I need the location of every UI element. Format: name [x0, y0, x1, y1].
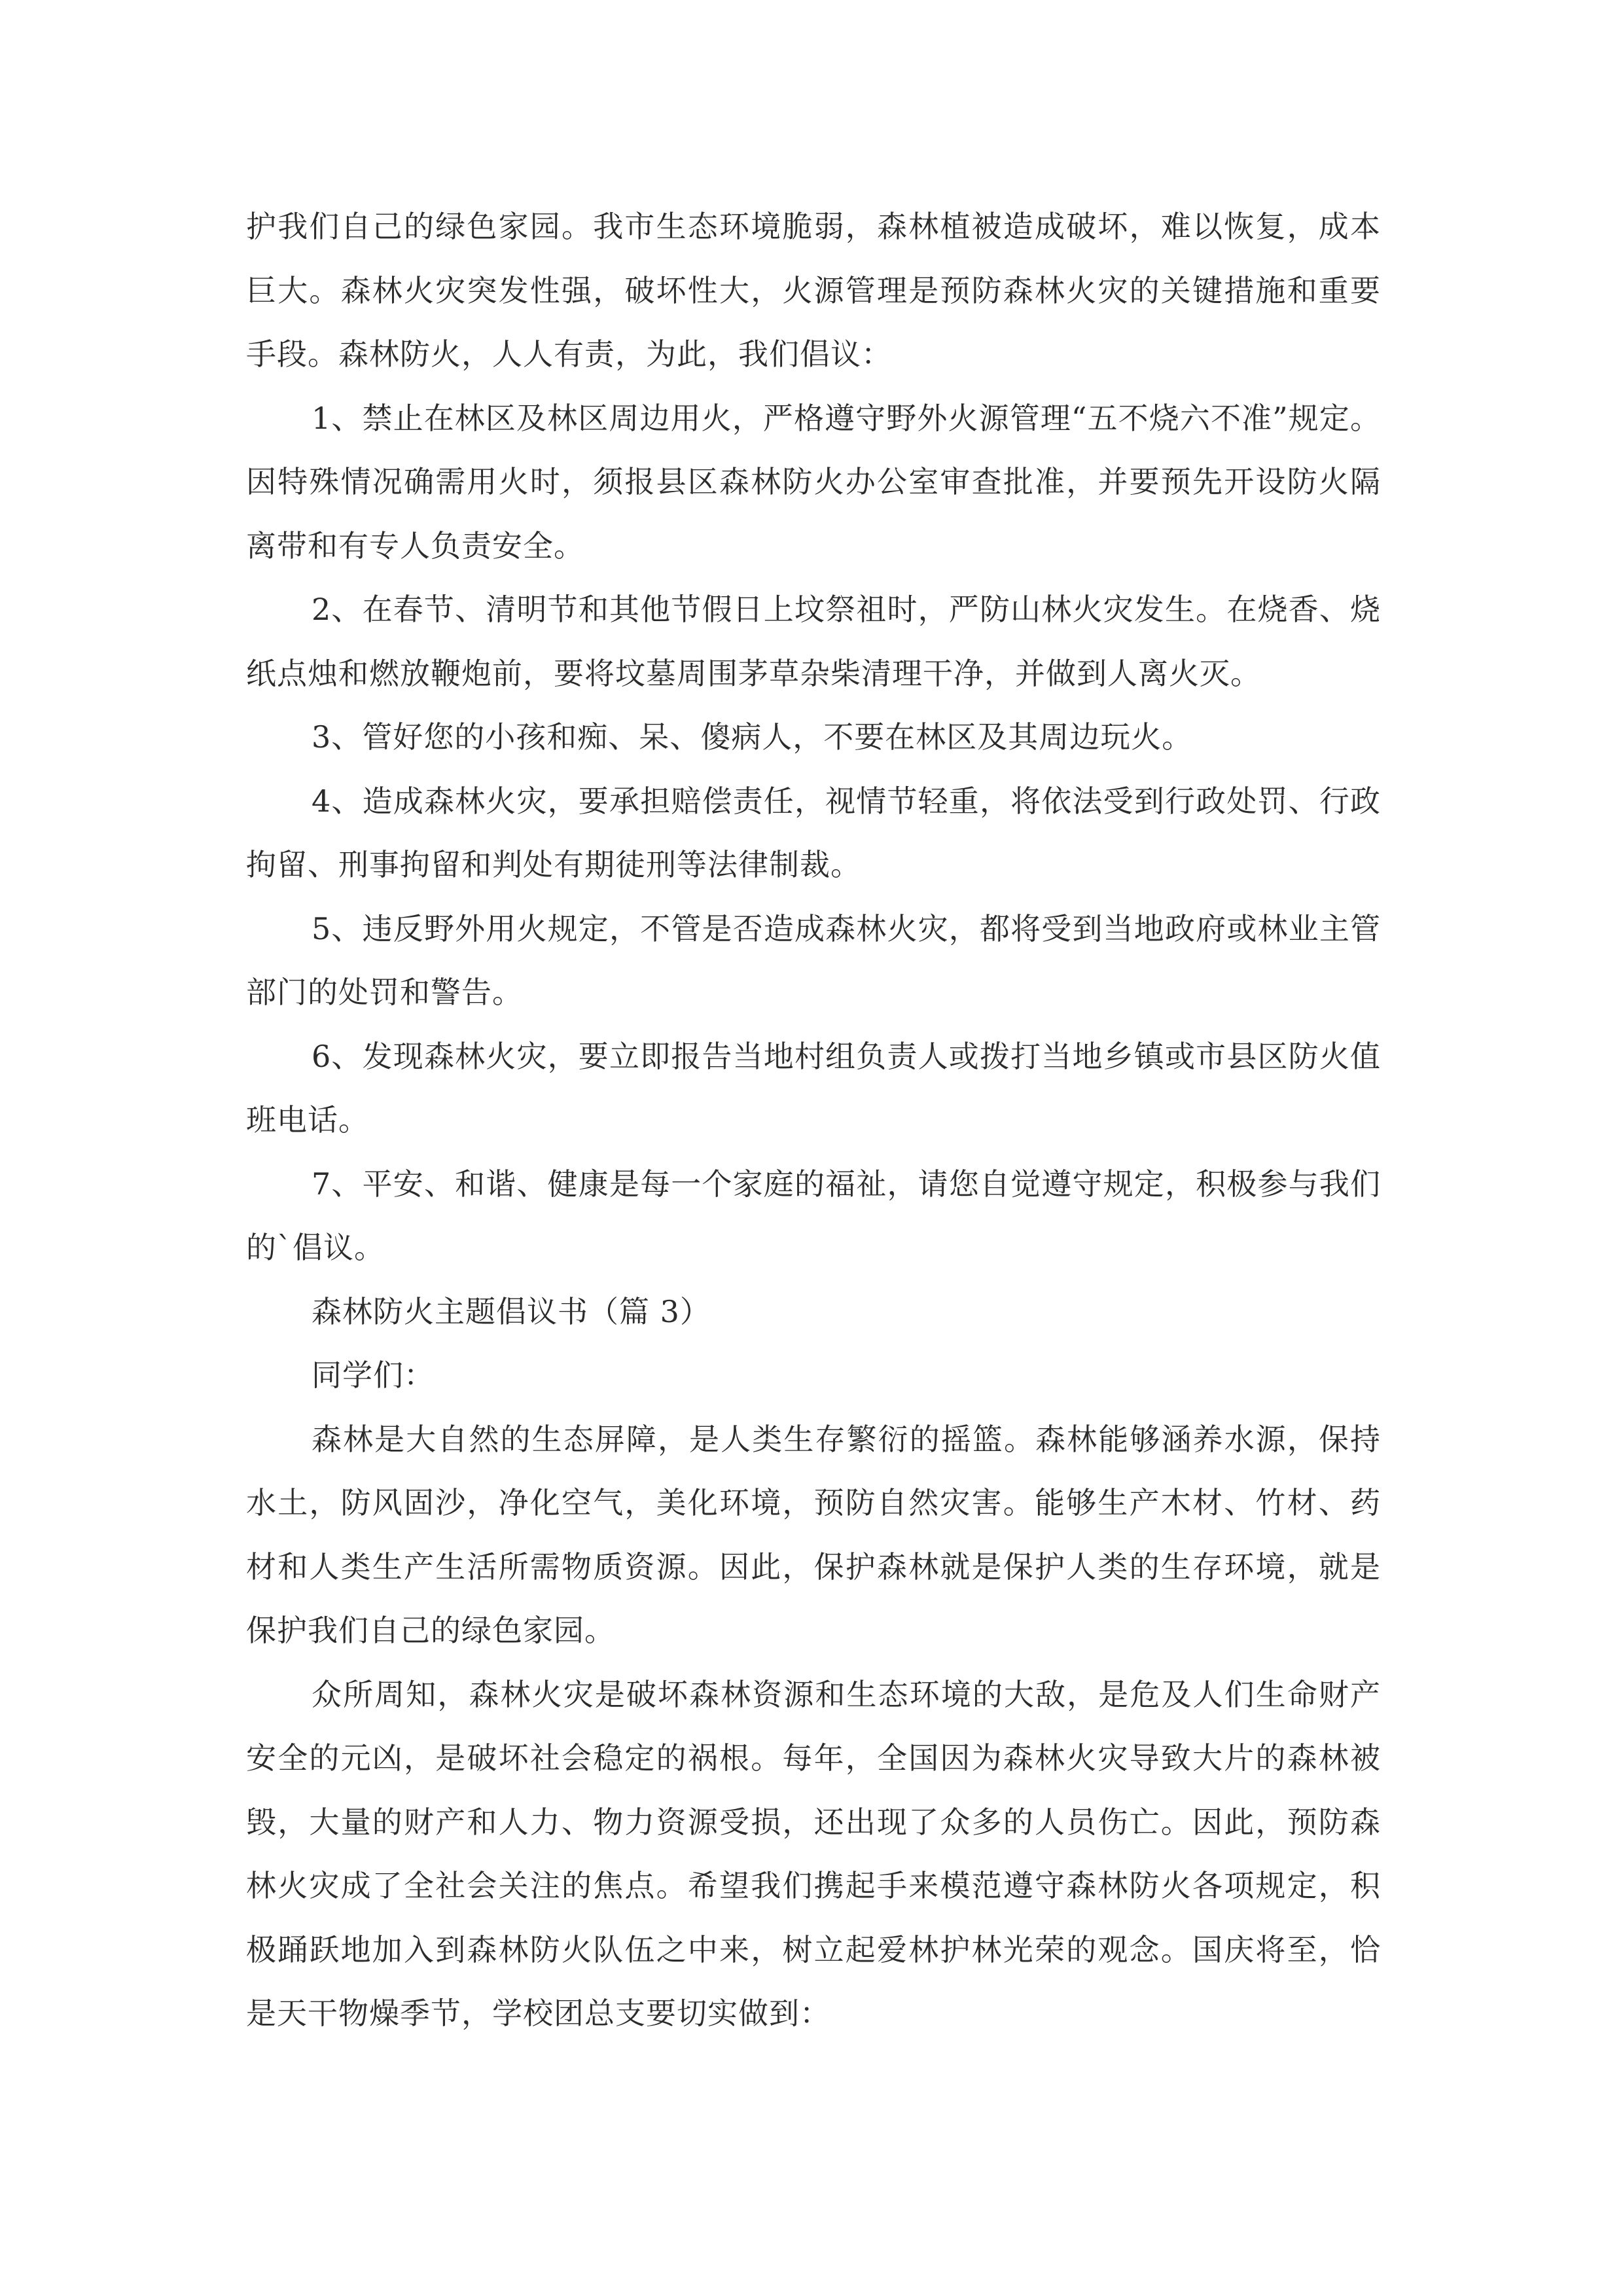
proposal-item-2: 2、在春节、清明节和其他节假日上坟祭祖时，严防山林火灾发生。在烧香、烧纸点烛和燃放鞭炮前，要将坟墓周围茅草杂柴清理干净，并做到人离火灭。 — [246, 592, 1381, 691]
proposal-item-1: 1、禁止在林区及林区周边用火，严格遵守野外火源管理“五不烧六不准”规定。因特殊情况确需用火时，须报县区森林防火办公室审查批准，并要预先开设防火隔离带和有专人负责安全。 — [246, 400, 1381, 564]
document-body — [246, 195, 1381, 2046]
proposal-item-7: 7、平安、和谐、健康是每一个家庭的福祉，请您自觉遵守规定，积极参与我们的`倡议。 — [246, 1166, 1381, 1265]
body-paragraph-fire: 众所周知，森林火灾是破坏森林资源和生态环境的大敌，是危及人们生命财产安全的元凶，是破坏社会稳定的祸根。每年，全国因为森林火灾导致大片的森林被毁，大量的财产和人力、物力资源受损，还出现了众多的人员伤亡。因此，预防森林火灾成了全社会关注的焦点。希望我们携起手来模范遵守森林防火各项规定，积极踊跃地加入到森林防火队伍之中来，树立起爱林护林光荣的观念。国庆将至，恰是天干物燥季节，学校团总支要切实做到： — [246, 1676, 1381, 2031]
salutation: 同学们： — [312, 1357, 435, 1393]
section-title: 森林防火主题倡议书（篇 3） — [312, 1293, 711, 1329]
proposal-item-3: 3、管好您的小孩和痴、呆、傻病人，不要在林区及其周边玩火。 — [312, 719, 1193, 755]
paragraph-continuation: 护我们自己的绿色家园。我市生态环境脆弱，森林植被造成破坏，难以恢复，成本巨大。森林火灾突发性强，破坏性大，火源管理是预防森林火灾的关键措施和重要手段。森林防火，人人有责，为此，我们倡议： — [246, 209, 1381, 372]
proposal-item-5: 5、违反野外用火规定，不管是否造成森林火灾，都将受到当地政府或林业主管部门的处罚和警告。 — [246, 910, 1381, 1010]
proposal-item-6: 6、发现森林火灾，要立即报告当地村组负责人或拨打当地乡镇或市县区防火值班电话。 — [246, 1038, 1381, 1138]
body-paragraph-forest: 森林是大自然的生态屏障，是人类生存繁衍的摇篮。森林能够涵养水源，保持水土，防风固沙，净化空气，美化环境，预防自然灾害。能够生产木材、竹材、药材和人类生产生活所需物质资源。因此，保护森林就是保护人类的生存环境，就是保护我们自己的绿色家园。 — [246, 1421, 1381, 1648]
proposal-item-4: 4、造成森林火灾，要承担赔偿责任，视情节轻重，将依法受到行政处罚、行政拘留、刑事拘留和判处有期徒刑等法律制裁。 — [246, 783, 1381, 882]
